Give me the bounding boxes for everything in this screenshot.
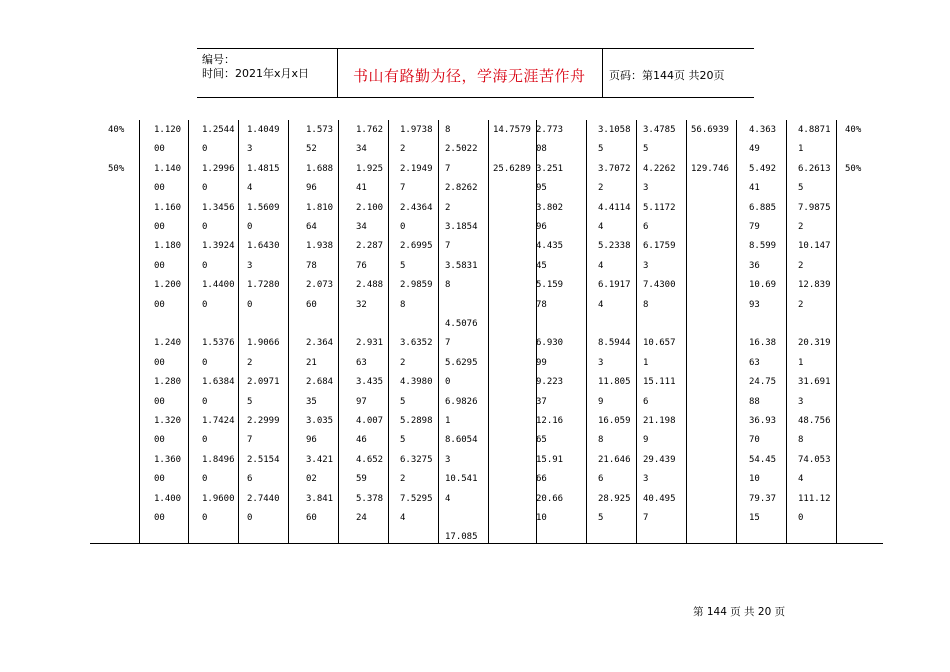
table-cell: 5 [400, 396, 406, 407]
table-cell: 7 [400, 183, 406, 194]
table-cell: 63 [356, 357, 367, 368]
table-cell: 0 [202, 435, 208, 446]
table-cell: 00 [154, 144, 165, 155]
table-cell: 1.140 [154, 163, 182, 174]
table-cell: 4.4114 [598, 202, 631, 213]
table-cell: 3.6352 [400, 338, 433, 349]
table-cell: 0 [202, 474, 208, 485]
table-cell: 1 [798, 144, 804, 155]
table-cell: 50% [108, 163, 125, 174]
table-cell: 60 [306, 513, 317, 523]
table-cell: 78 [536, 299, 547, 310]
table-cell: 5 [798, 183, 804, 194]
table-cell: 8 [445, 280, 451, 291]
table-cell: 1.200 [154, 280, 182, 291]
table-cell: 7 [445, 241, 451, 252]
table-cell: 2.8262 [445, 183, 478, 194]
table-cell: 96 [306, 183, 317, 194]
table-cell: 1.400 [154, 493, 182, 504]
table-cell: 8.5944 [598, 338, 631, 349]
table-cell: 0 [445, 377, 451, 388]
document-header [197, 48, 754, 98]
table-cell: 0 [798, 513, 804, 523]
table-cell: 3 [445, 454, 451, 465]
table-cell: 63 [749, 357, 760, 368]
table-cell: 1.4400 [202, 280, 235, 291]
table-cell: 1.3456 [202, 202, 235, 213]
table-cell: 4.007 [356, 416, 384, 426]
column-separator [338, 120, 339, 543]
table-cell: 00 [154, 260, 165, 271]
table-cell: 3.841 [306, 493, 334, 504]
table-cell: 7.9875 [798, 202, 831, 213]
table-cell: 3 [643, 474, 649, 485]
column-separator [636, 120, 637, 543]
table-cell: 64 [306, 222, 317, 232]
table-cell: 1.5609 [247, 202, 280, 213]
table-cell: 6 [643, 396, 649, 407]
table-cell: 96 [536, 222, 547, 232]
serial-number-label: 编号： [202, 53, 235, 66]
table-cell: 5.2338 [598, 241, 631, 252]
table-cell: 1 [445, 416, 451, 426]
table-cell: 3 [643, 183, 649, 194]
table-cell: 48.756 [798, 416, 831, 426]
table-cell: 96 [306, 435, 317, 446]
table-cell: 10.541 [445, 474, 478, 485]
table-cell: 2.1949 [400, 163, 433, 174]
table-cell: 2.073 [306, 280, 334, 291]
column-separator [188, 120, 189, 543]
table-cell: 40.495 [643, 493, 676, 504]
table-cell: 15.111 [643, 377, 676, 388]
table-cell: 7 [247, 435, 253, 446]
table-cell: 2.931 [356, 338, 384, 349]
table-cell: 1.9738 [400, 125, 433, 135]
table-cell: 10.147 [798, 241, 831, 252]
table-cell: 2.6995 [400, 241, 433, 252]
table-cell: 54.45 [749, 454, 777, 465]
table-cell: 12.839 [798, 280, 831, 291]
table-cell: 31.691 [798, 377, 831, 388]
table-cell: 5 [400, 260, 406, 271]
table-cell: 7 [643, 513, 649, 523]
table-cell: 70 [749, 435, 760, 446]
table-cell: 49 [749, 144, 760, 155]
table-cell: 3 [247, 144, 253, 155]
table-cell: 2 [798, 299, 804, 310]
table-cell: 5 [598, 144, 604, 155]
table-cell: 1.9066 [247, 338, 280, 349]
table-cell: 0 [202, 513, 208, 523]
table-cell: 4.652 [356, 454, 384, 465]
table-cell: 1.7424 [202, 416, 235, 426]
table-cell: 4.8871 [798, 125, 831, 135]
table-cell: 2 [598, 183, 604, 194]
table-cell: 2.5022 [445, 144, 478, 155]
table-cell: 32 [356, 299, 367, 310]
header-divider [602, 49, 603, 97]
column-separator [736, 120, 737, 543]
table-cell: 4 [598, 299, 604, 310]
table-cell: 00 [154, 474, 165, 485]
table-cell: 52 [306, 144, 317, 155]
table-cell: 36 [749, 260, 760, 271]
table-cell: 0 [247, 513, 253, 523]
column-separator [786, 120, 787, 543]
column-separator [686, 120, 687, 543]
table-cell: 4 [247, 183, 253, 194]
table-cell: 59 [356, 474, 367, 485]
table-cell: 3.4785 [643, 125, 676, 135]
table-cell: 2.9859 [400, 280, 433, 291]
table-cell: 7 [445, 338, 451, 349]
table-cell: 2.364 [306, 338, 334, 349]
table-cell: 0 [202, 260, 208, 271]
table-cell: 7.5295 [400, 493, 433, 504]
table-cell: 1.925 [356, 163, 384, 174]
table-cell: 1.688 [306, 163, 334, 174]
table-cell: 88 [749, 396, 760, 407]
table-cell: 21.198 [643, 416, 676, 426]
table-cell: 97 [356, 396, 367, 407]
column-separator [438, 120, 439, 543]
column-separator [586, 120, 587, 543]
table-cell: 0 [247, 299, 253, 310]
table-cell: 3.035 [306, 416, 334, 426]
table-cell: 9 [643, 435, 649, 446]
table-cell: 5 [643, 144, 649, 155]
table-cell: 1 [643, 357, 649, 368]
table-cell: 20.66 [536, 493, 564, 504]
table-cell: 6.3275 [400, 454, 433, 465]
table-cell: 3.435 [356, 377, 384, 388]
table-cell: 4.2262 [643, 163, 676, 174]
table-cell: 4 [598, 222, 604, 232]
table-cell: 1.240 [154, 338, 182, 349]
data-table [90, 120, 883, 544]
table-cell: 16.059 [598, 416, 631, 426]
table-cell: 50% [845, 163, 862, 174]
table-cell: 4 [445, 493, 451, 504]
table-cell: 40% [845, 125, 862, 135]
table-cell: 0 [247, 222, 253, 232]
table-cell: 1.4815 [247, 163, 280, 174]
table-cell: 2.2999 [247, 416, 280, 426]
table-cell: 08 [536, 144, 547, 155]
table-cell: 0 [202, 144, 208, 155]
table-cell: 00 [154, 222, 165, 232]
table-cell: 1.360 [154, 454, 182, 465]
table-cell: 0 [202, 222, 208, 232]
table-cell: 2.5154 [247, 454, 280, 465]
table-cell: 0 [400, 222, 406, 232]
table-cell: 4.5076 [445, 319, 478, 329]
table-cell: 35 [306, 396, 317, 407]
table-cell: 1.6430 [247, 241, 280, 252]
table-cell: 74.053 [798, 454, 831, 465]
table-cell: 1.320 [154, 416, 182, 426]
table-cell: 3.802 [536, 202, 564, 213]
table-cell: 3.1854 [445, 222, 478, 232]
table-cell: 2.773 [536, 125, 564, 135]
table-cell: 1 [798, 357, 804, 368]
table-cell: 14.7579 [493, 125, 531, 135]
date-label: 时间：2021年x月x日 [202, 67, 310, 80]
table-cell: 3 [798, 396, 804, 407]
table-cell: 2.0971 [247, 377, 280, 388]
table-cell: 15 [749, 513, 760, 523]
column-separator [238, 120, 239, 543]
table-cell: 93 [749, 299, 760, 310]
column-separator [836, 120, 837, 543]
table-cell: 4 [798, 474, 804, 485]
table-cell: 3.5831 [445, 260, 478, 271]
table-cell: 00 [154, 435, 165, 446]
table-cell: 111.12 [798, 493, 831, 504]
table-cell: 1.180 [154, 241, 182, 252]
table-cell: 0 [202, 357, 208, 368]
table-cell: 5 [598, 513, 604, 523]
table-cell: 8.599 [749, 241, 777, 252]
table-cell: 25.6289 [493, 163, 531, 174]
table-cell: 9.223 [536, 377, 564, 388]
table-cell: 78 [306, 260, 317, 271]
table-cell: 65 [536, 435, 547, 446]
table-cell: 2.100 [356, 202, 384, 213]
table-cell: 36.93 [749, 416, 777, 426]
table-cell: 1.2996 [202, 163, 235, 174]
table-cell: 2 [400, 357, 406, 368]
table-cell: 10 [536, 513, 547, 523]
table-cell: 10 [749, 474, 760, 485]
table-cell: 4.3980 [400, 377, 433, 388]
motto-text: 书山有路勤为径，学海无涯苦作舟 [353, 67, 586, 85]
table-cell: 3.421 [306, 454, 334, 465]
table-cell: 5.378 [356, 493, 384, 504]
table-cell: 00 [154, 183, 165, 194]
table-cell: 129.746 [691, 163, 729, 174]
table-cell: 45 [536, 260, 547, 271]
table-cell: 7 [445, 163, 451, 174]
page-footer: 第 144 页 共 20 页 [693, 606, 786, 618]
column-separator [488, 120, 489, 543]
table-cell: 10.657 [643, 338, 676, 349]
table-cell: 41 [749, 183, 760, 194]
table-cell: 1.5376 [202, 338, 235, 349]
table-cell: 34 [356, 144, 367, 155]
column-separator [288, 120, 289, 543]
table-cell: 21 [306, 357, 317, 368]
table-cell: 02 [306, 474, 317, 485]
table-cell: 24.75 [749, 377, 777, 388]
table-cell: 6.2613 [798, 163, 831, 174]
table-cell: 1.573 [306, 125, 334, 135]
table-cell: 1.160 [154, 202, 182, 213]
table-cell: 79.37 [749, 493, 777, 504]
table-cell: 8 [798, 435, 804, 446]
table-cell: 2 [400, 144, 406, 155]
table-cell: 5.159 [536, 280, 564, 291]
table-cell: 28.925 [598, 493, 631, 504]
table-cell: 1.8496 [202, 454, 235, 465]
table-cell: 3 [598, 357, 604, 368]
table-cell: 76 [356, 260, 367, 271]
table-cell: 7.4300 [643, 280, 676, 291]
table-cell: 66 [536, 474, 547, 485]
table-cell: 5 [400, 435, 406, 446]
table-cell: 3 [643, 260, 649, 271]
table-cell: 79 [749, 222, 760, 232]
table-cell: 3.1058 [598, 125, 631, 135]
table-cell: 0 [202, 299, 208, 310]
table-cell: 15.91 [536, 454, 564, 465]
table-cell: 00 [154, 513, 165, 523]
table-cell: 29.439 [643, 454, 676, 465]
header-divider [337, 49, 338, 97]
table-cell: 95 [536, 183, 547, 194]
table-cell: 6.885 [749, 202, 777, 213]
table-cell: 1.2544 [202, 125, 235, 135]
table-cell: 3.251 [536, 163, 564, 174]
table-cell: 37 [536, 396, 547, 407]
table-cell: 1.6384 [202, 377, 235, 388]
table-cell: 24 [356, 513, 367, 523]
table-cell: 5.492 [749, 163, 777, 174]
table-cell: 6 [643, 222, 649, 232]
table-cell: 1.9600 [202, 493, 235, 504]
table-cell: 1.938 [306, 241, 334, 252]
table-cell: 1.280 [154, 377, 182, 388]
table-cell: 8 [445, 125, 451, 135]
table-cell: 41 [356, 183, 367, 194]
table-cell: 00 [154, 299, 165, 310]
table-cell: 6.930 [536, 338, 564, 349]
table-cell: 99 [536, 357, 547, 368]
table-cell: 5.2898 [400, 416, 433, 426]
table-cell: 1.120 [154, 125, 182, 135]
table-cell: 8 [598, 435, 604, 446]
column-separator [388, 120, 389, 543]
table-cell: 4 [400, 513, 406, 523]
table-cell: 11.805 [598, 377, 631, 388]
table-cell: 6.1759 [643, 241, 676, 252]
table-cell: 5.6295 [445, 357, 478, 368]
table-cell: 9 [598, 396, 604, 407]
table-cell: 6 [598, 474, 604, 485]
table-cell: 8 [400, 299, 406, 310]
table-cell: 40% [108, 125, 125, 135]
table-cell: 1.4049 [247, 125, 280, 135]
table-cell: 2 [400, 474, 406, 485]
table-cell: 2.684 [306, 377, 334, 388]
table-cell: 60 [306, 299, 317, 310]
table-cell: 4.435 [536, 241, 564, 252]
table-cell: 6.9826 [445, 396, 478, 407]
table-cell: 1.762 [356, 125, 384, 135]
table-cell: 16.38 [749, 338, 777, 349]
table-cell: 0 [202, 183, 208, 194]
table-cell: 1.810 [306, 202, 334, 213]
table-cell: 34 [356, 222, 367, 232]
table-cell: 2 [798, 222, 804, 232]
table-cell: 56.6939 [691, 125, 729, 135]
table-cell: 3 [247, 260, 253, 271]
table-cell: 8 [643, 299, 649, 310]
table-cell: 2 [247, 357, 253, 368]
table-cell: 2.287 [356, 241, 384, 252]
column-separator [139, 120, 140, 543]
table-cell: 8.6054 [445, 435, 478, 446]
table-cell: 6.1917 [598, 280, 631, 291]
table-cell: 46 [356, 435, 367, 446]
table-cell: 4 [598, 260, 604, 271]
table-cell: 6 [247, 474, 253, 485]
table-cell: 2.488 [356, 280, 384, 291]
table-cell: 21.646 [598, 454, 631, 465]
table-cell: 10.69 [749, 280, 777, 291]
table-cell: 5.1172 [643, 202, 676, 213]
table-cell: 00 [154, 396, 165, 407]
table-cell: 3.7072 [598, 163, 631, 174]
table-cell: 00 [154, 357, 165, 368]
table-cell: 1.7280 [247, 280, 280, 291]
table-cell: 1.3924 [202, 241, 235, 252]
page-number-label: 页码：第144页 共20页 [609, 69, 725, 82]
table-cell: 4.363 [749, 125, 777, 135]
table-cell: 2.4364 [400, 202, 433, 213]
table-cell: 5 [247, 396, 253, 407]
table-cell: 2 [445, 202, 451, 213]
table-cell: 20.319 [798, 338, 831, 349]
table-cell: 2.7440 [247, 493, 280, 504]
table-cell: 0 [202, 396, 208, 407]
table-cell: 12.16 [536, 416, 564, 426]
table-cell: 2 [798, 260, 804, 271]
table-cell: 17.085 [445, 532, 478, 543]
